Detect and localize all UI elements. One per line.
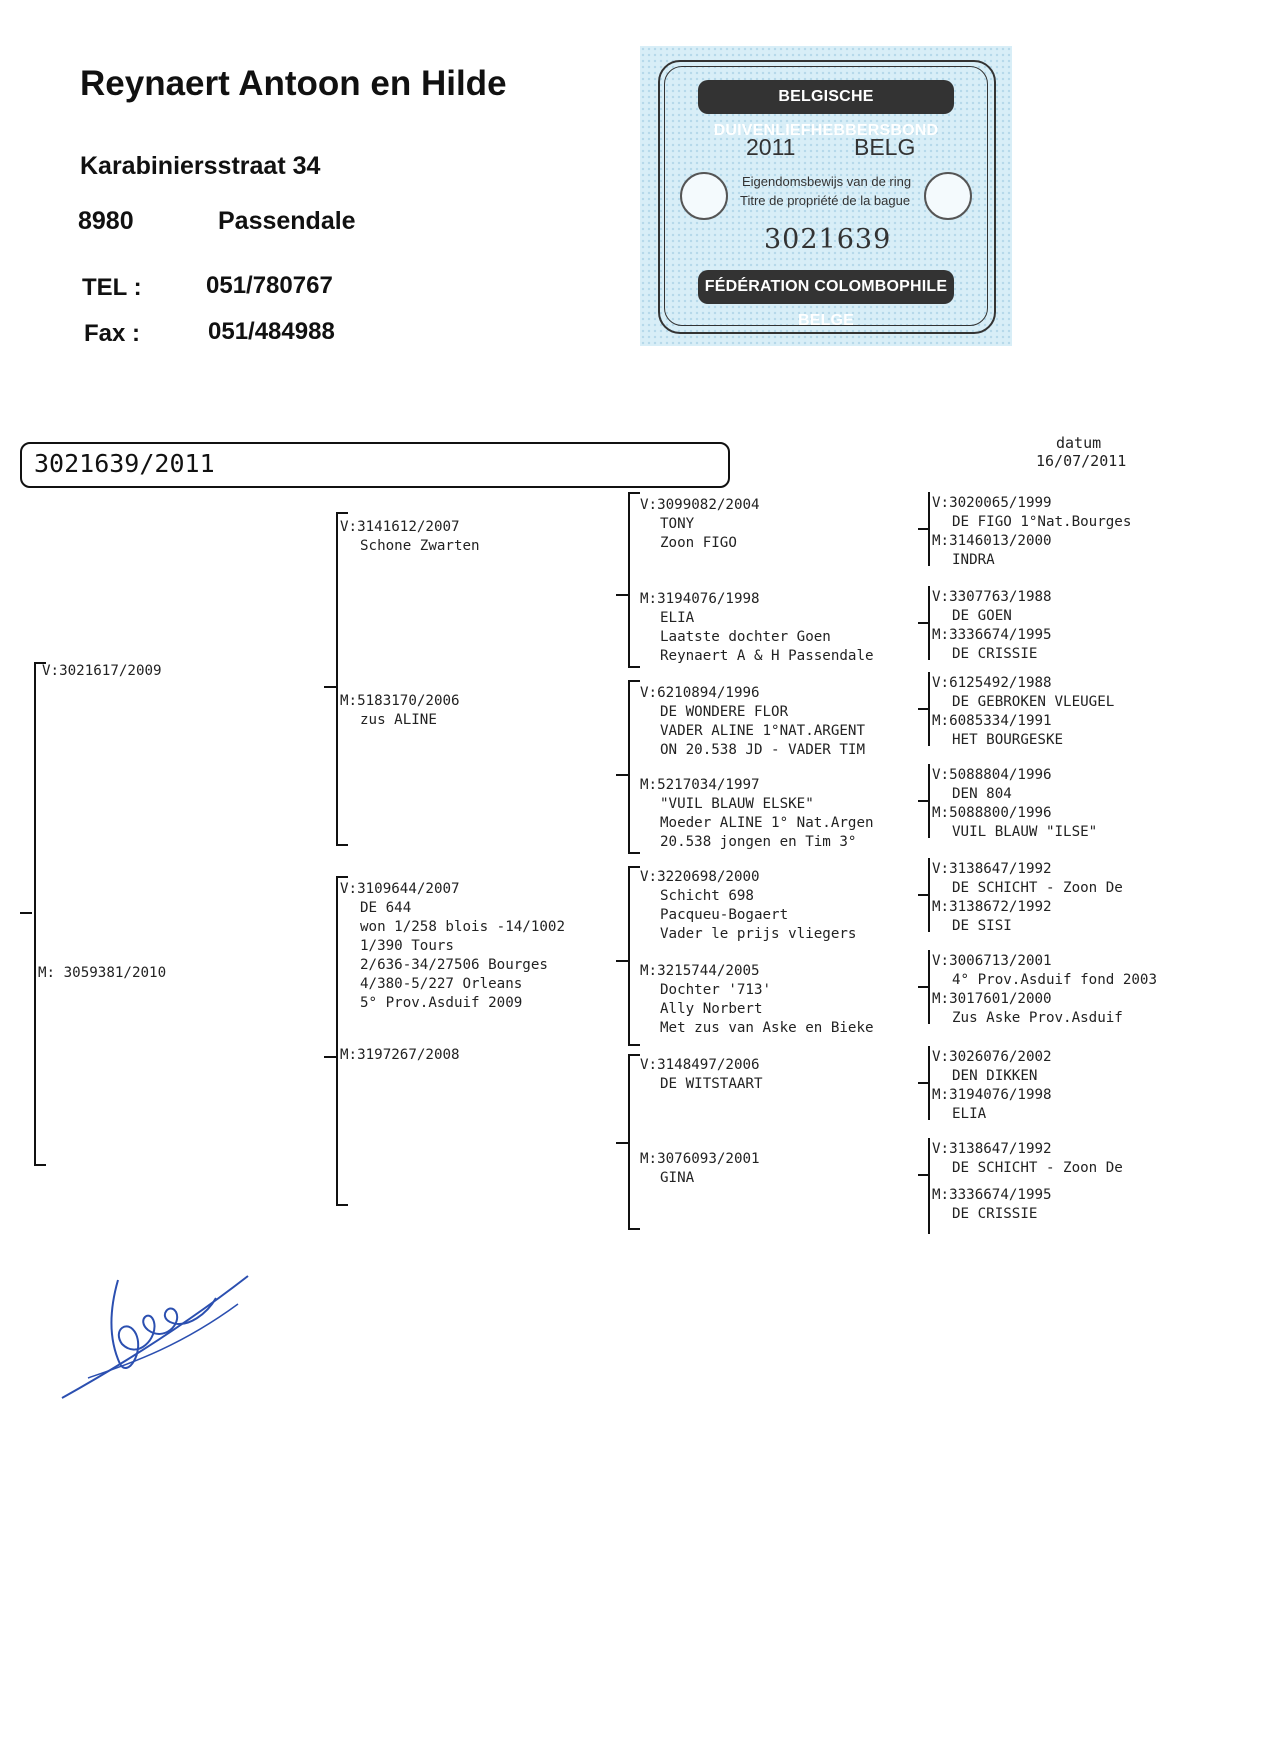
gen3-bird-4-line: Moeder ALINE 1° Nat.Argen [660, 815, 874, 831]
gen4-pair-connector [918, 1174, 928, 1176]
gen3-bird-7-line: DE WITSTAART [660, 1076, 763, 1092]
gen4-bird-14-line: ELIA [952, 1106, 987, 1122]
gen3-connector-2 [616, 774, 628, 776]
fax-label: Fax : [84, 320, 141, 347]
gen1-dam: M: 3059381/2010 [38, 965, 167, 981]
gen3-bird-2-line: Reynaert A & H Passendale [660, 648, 874, 664]
gen4-bird-11 [932, 952, 1157, 990]
gen3-bird-4-line: 20.538 jongen en Tim 3° [660, 834, 857, 850]
certificate-org-nl: BELGISCHE DUIVENLIEFHEBBERSBOND [698, 80, 954, 114]
gen4-bird-6-ring: M:6085334/1991 [932, 713, 1052, 729]
gen3-bracket-3 [628, 866, 640, 1046]
gen4-pair-line [928, 1046, 930, 1120]
gen4-bird-15 [932, 1140, 1123, 1178]
gen4-pair-connector [918, 528, 928, 530]
gen4-bird-16-ring: M:3336674/1995 [932, 1187, 1052, 1203]
gen3-bird-1-line: TONY [660, 516, 695, 532]
gen3-bird-4-ring: M:5217034/1997 [640, 777, 760, 793]
gen2-bird-1 [340, 518, 480, 556]
gen4-pair-line [928, 586, 930, 660]
gen3-bird-6-line: Dochter '713' [660, 982, 772, 998]
gen4-bird-1 [932, 494, 1131, 532]
gen3-bird-7 [640, 1056, 763, 1094]
gen4-bird-4-ring: M:3336674/1995 [932, 627, 1052, 643]
gen2-bird-3-line: 2/636-34/27506 Bourges [360, 957, 548, 973]
gen4-bird-2-ring: M:3146013/2000 [932, 533, 1052, 549]
gen2-bracket-top [336, 512, 348, 846]
owner-street: Karabiniersstraat 34 [80, 152, 321, 180]
gen4-pair-connector [918, 1082, 928, 1084]
gen4-bird-11-line: 4° Prov.Asduif fond 2003 [952, 972, 1157, 988]
gen2-bird-1-line: Schone Zwarten [360, 538, 480, 554]
gen4-bird-12 [932, 990, 1123, 1028]
gen3-bird-4 [640, 776, 874, 852]
owner-postcode: 8980 [78, 207, 134, 235]
gen3-bird-2-ring: M:3194076/1998 [640, 591, 760, 607]
gen3-bird-6 [640, 962, 874, 1038]
gen1-sire: V:3021617/2009 [42, 663, 162, 679]
gen3-bird-6-line: Met zus van Aske en Bieke [660, 1020, 874, 1036]
gen4-bird-8-line: VUIL BLAUW "ILSE" [952, 824, 1098, 840]
gen2-connector-bottom [324, 1056, 336, 1058]
ring-number-box [20, 442, 730, 488]
gen4-bird-13-line: DEN DIKKEN [952, 1068, 1038, 1084]
gen4-bird-10 [932, 898, 1052, 936]
gen3-bird-8 [640, 1150, 760, 1188]
certificate-org-fr: FÉDÉRATION COLOMBOPHILE BELGE [698, 270, 954, 304]
owner-city: Passendale [218, 207, 356, 235]
gen4-bird-3-ring: V:3307763/1988 [932, 589, 1052, 605]
gen2-bird-3 [340, 880, 565, 1013]
gen3-bird-6-ring: M:3215744/2005 [640, 963, 760, 979]
gen4-bird-4 [932, 626, 1052, 664]
signature [58, 1268, 258, 1408]
datum-value: 16/07/2011 [1036, 452, 1127, 470]
gen3-bird-5-line: Vader le prijs vliegers [660, 926, 857, 942]
gen3-bird-2-line: Laatste dochter Goen [660, 629, 831, 645]
gen4-pair-line [928, 858, 930, 932]
gen3-bird-3-line: VADER ALINE 1°NAT.ARGENT [660, 723, 865, 739]
gen3-bird-6-line: Ally Norbert [660, 1001, 763, 1017]
gen2-bird-3-ring: V:3109644/2007 [340, 881, 460, 897]
gen4-bird-7 [932, 766, 1052, 804]
gen4-bird-16 [932, 1186, 1052, 1224]
fax-number: 051/484988 [208, 318, 335, 345]
gen1-connector [20, 912, 32, 914]
datum-label: datum [1056, 434, 1102, 452]
gen3-bird-1 [640, 496, 760, 553]
ownership-certificate [640, 46, 1012, 346]
gen3-bird-5-line: Pacqueu-Bogaert [660, 907, 789, 923]
gen2-bird-3-line: 1/390 Tours [360, 938, 454, 954]
gen2-bird-3-line: 4/380-5/227 Orleans [360, 976, 523, 992]
gen4-pair-connector [918, 894, 928, 896]
gen3-bird-3 [640, 684, 865, 760]
gen4-bird-14 [932, 1086, 1052, 1124]
gen4-bird-9-line: DE SCHICHT - Zoon De [952, 880, 1123, 896]
tel-label: TEL : [82, 274, 142, 301]
gen4-pair-line [928, 492, 930, 566]
gen3-bird-4-line: "VUIL BLAUW ELSKE" [660, 796, 814, 812]
certificate-country: BELG [854, 134, 916, 160]
gen4-pair-connector [918, 622, 928, 624]
gen3-bird-1-ring: V:3099082/2004 [640, 497, 760, 513]
gen4-bird-1-line: DE FIGO 1°Nat.Bourges [952, 514, 1132, 530]
gen2-bird-3-line: DE 644 [360, 900, 412, 916]
rosette-left-icon [680, 172, 728, 220]
gen2-bird-2-line: zus ALINE [360, 712, 437, 728]
gen2-bird-3-line: 5° Prov.Asduif 2009 [360, 995, 523, 1011]
gen4-bird-9-ring: V:3138647/1992 [932, 861, 1052, 877]
gen4-pair-connector [918, 800, 928, 802]
gen2-bird-4 [340, 1046, 460, 1065]
certificate-year: 2011 [746, 134, 796, 160]
gen3-connector-3 [616, 960, 628, 962]
owner-name: Reynaert Antoon en Hilde [80, 64, 507, 103]
gen3-bird-5-ring: V:3220698/2000 [640, 869, 760, 885]
gen3-connector-4 [616, 1142, 628, 1144]
gen4-bird-12-line: Zus Aske Prov.Asduif [952, 1010, 1123, 1026]
gen4-bird-1-ring: V:3020065/1999 [932, 495, 1052, 511]
gen4-bird-3 [932, 588, 1052, 626]
gen4-bird-15-ring: V:3138647/1992 [932, 1141, 1052, 1157]
gen2-bird-4-ring: M:3197267/2008 [340, 1047, 460, 1063]
gen3-bird-7-ring: V:3148497/2006 [640, 1057, 760, 1073]
gen2-connector-top [324, 686, 336, 688]
gen4-pair-line [928, 1138, 930, 1234]
certificate-number: 3021639 [764, 224, 892, 255]
gen4-bird-11-ring: V:3006713/2001 [932, 953, 1052, 969]
gen2-bird-3-line: won 1/258 blois -14/1002 [360, 919, 565, 935]
gen3-bird-3-line: DE WONDERE FLOR [660, 704, 789, 720]
gen4-bird-6 [932, 712, 1063, 750]
tel-number: 051/780767 [206, 272, 333, 299]
gen3-bird-5-line: Schicht 698 [660, 888, 754, 904]
gen4-bird-10-ring: M:3138672/1992 [932, 899, 1052, 915]
gen4-bird-3-line: DE GOEN [952, 608, 1012, 624]
gen4-bird-5-ring: V:6125492/1988 [932, 675, 1052, 691]
gen4-bird-5-line: DE GEBROKEN VLEUGEL [952, 694, 1115, 710]
gen4-bird-8-ring: M:5088800/1996 [932, 805, 1052, 821]
gen3-bird-8-ring: M:3076093/2001 [640, 1151, 760, 1167]
gen3-bird-3-ring: V:6210894/1996 [640, 685, 760, 701]
gen3-bird-2 [640, 590, 874, 666]
gen4-bird-2 [932, 532, 1052, 570]
gen3-bird-1-line: Zoon FIGO [660, 535, 737, 551]
gen3-bird-2-line: ELIA [660, 610, 695, 626]
gen3-bird-5 [640, 868, 856, 944]
gen4-bird-12-ring: M:3017601/2000 [932, 991, 1052, 1007]
gen4-pair-connector [918, 708, 928, 710]
gen2-bird-2 [340, 692, 460, 730]
gen4-bird-2-line: INDRA [952, 552, 995, 568]
gen4-bird-8 [932, 804, 1097, 842]
gen4-bird-13 [932, 1048, 1052, 1086]
certificate-line2: Titre de propriété de la bague [740, 193, 911, 208]
gen4-pair-line [928, 672, 930, 746]
certificate-line1: Eigendomsbewijs van de ring [742, 174, 912, 189]
gen4-bird-9 [932, 860, 1123, 898]
gen4-bird-14-ring: M:3194076/1998 [932, 1087, 1052, 1103]
gen1-bracket [34, 662, 46, 1166]
gen3-bracket-1 [628, 492, 640, 668]
gen4-bird-13-ring: V:3026076/2002 [932, 1049, 1052, 1065]
gen2-bird-2-ring: M:5183170/2006 [340, 693, 460, 709]
gen4-bird-16-line: DE CRISSIE [952, 1206, 1038, 1222]
gen4-bird-6-line: HET BOURGESKE [952, 732, 1064, 748]
gen3-connector-1 [616, 594, 628, 596]
gen4-bird-10-line: DE SISI [952, 918, 1012, 934]
gen4-bird-7-line: DEN 804 [952, 786, 1012, 802]
gen4-pair-line [928, 764, 930, 838]
gen2-bird-1-ring: V:3141612/2007 [340, 519, 460, 535]
crown-rosette-icon [924, 172, 972, 220]
gen3-bracket-4 [628, 1054, 640, 1230]
gen4-pair-line [928, 950, 930, 1024]
ring-number: 3021639/2011 [34, 449, 215, 478]
gen4-bird-7-ring: V:5088804/1996 [932, 767, 1052, 783]
gen3-bird-8-line: GINA [660, 1170, 695, 1186]
gen4-bird-4-line: DE CRISSIE [952, 646, 1038, 662]
gen3-bird-3-line: ON 20.538 JD - VADER TIM [660, 742, 865, 758]
gen3-bracket-2 [628, 680, 640, 854]
gen4-bird-15-line: DE SCHICHT - Zoon De [952, 1160, 1123, 1176]
gen4-pair-connector [918, 986, 928, 988]
gen4-bird-5 [932, 674, 1114, 712]
